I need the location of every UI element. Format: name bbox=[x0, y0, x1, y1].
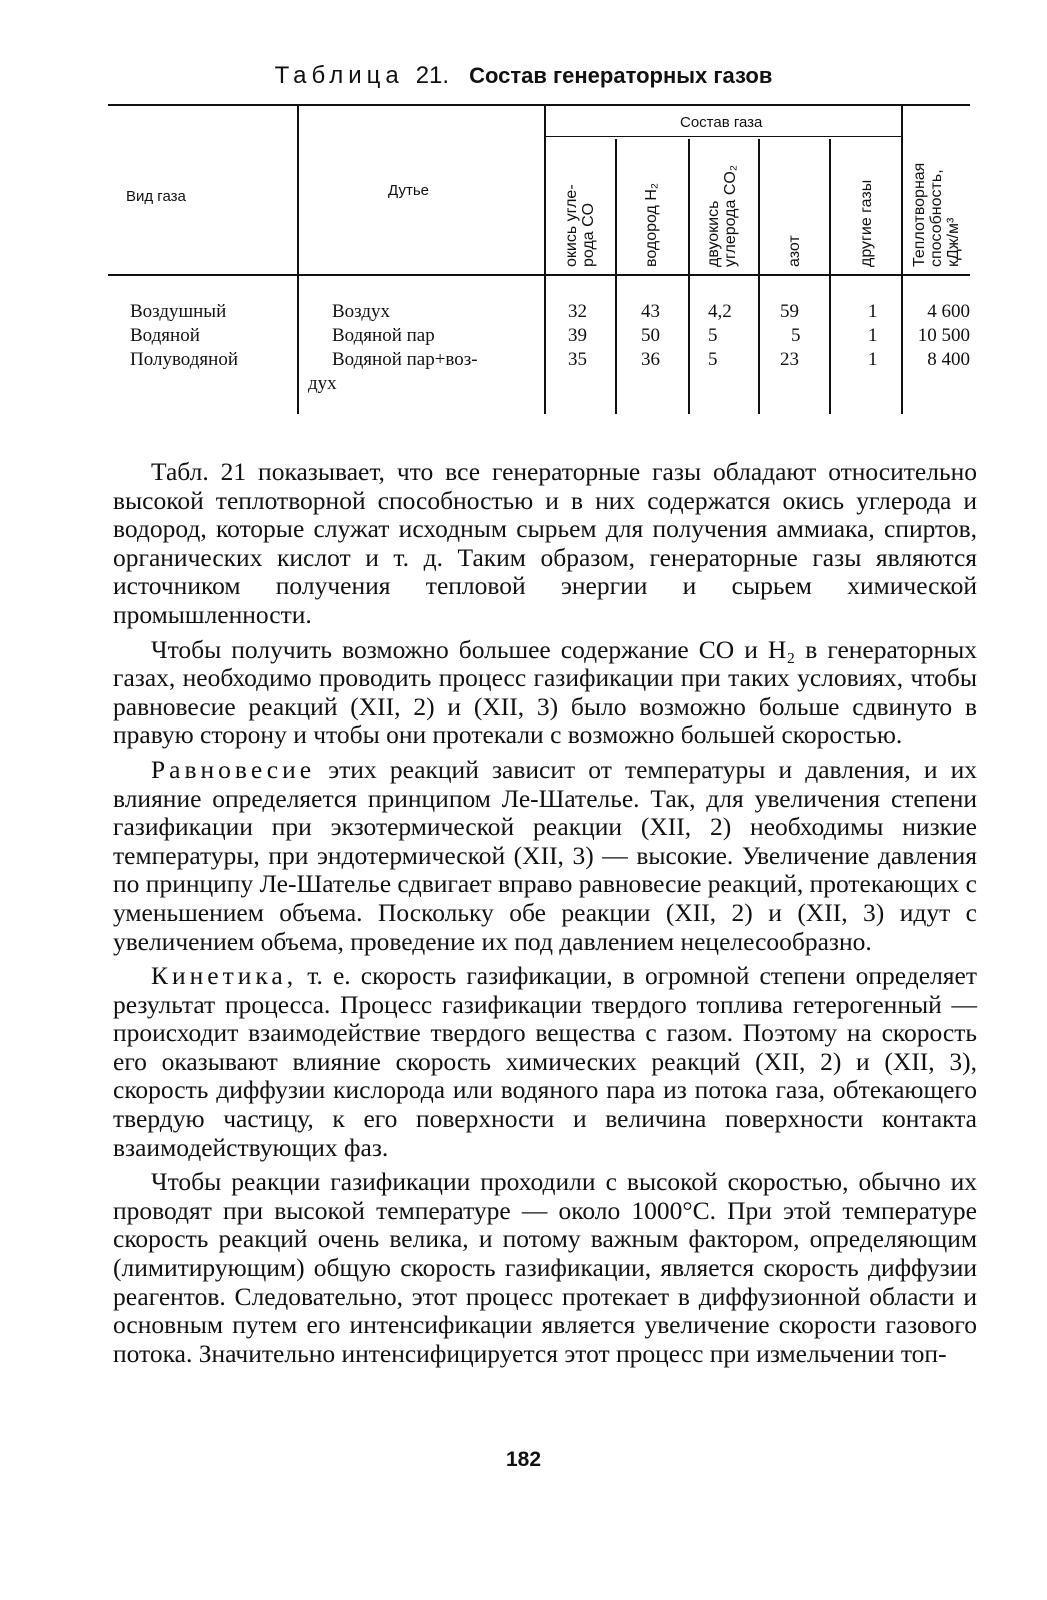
row3-blast-cont: дух bbox=[308, 373, 337, 394]
row2-h2: 50 bbox=[641, 325, 660, 346]
row2-blast: Водяной пар bbox=[332, 325, 435, 346]
header-blast: Дутье bbox=[388, 182, 430, 199]
paragraph-2: Чтобы получить возможно большее содержание CO и H₂ в генераторных газах, необходимо проводить процесс газификации при таких условиях, чтобы равновесие реакций (XII, 2) и (XII, 3) было возможно больше сдвинуто в правую сторону и чтобы они протекали с возможно большей скоростью. bbox=[113, 634, 977, 750]
row3-co: 35 bbox=[568, 349, 587, 370]
row1-h2: 43 bbox=[641, 301, 660, 322]
caption-title: Состав генераторных газов bbox=[469, 63, 773, 88]
table-caption bbox=[0, 62, 1047, 90]
row1-co: 32 bbox=[568, 301, 587, 322]
paragraph-4-body: т. е. скорость газификации, в огромной степени определяет результат процесса. Процесс газификации твердого топлива гетерогенный — происходит взаимодействие твердого вещества с газом. Поэтому на скорость его оказывают влияние скорость химических реакций (XII, 2) и (XII, 3), скорость диффузии кислорода или водяного пара из потока газа, обтекающего твердую частицу, к его поверхности и величина поверхности контакта взаимодействующих фаз. bbox=[113, 961, 977, 1162]
caption-number: 21. bbox=[415, 62, 450, 89]
gas-composition-table bbox=[108, 104, 970, 419]
row1-heat: 4 600 bbox=[927, 301, 970, 322]
paragraph-3-lead: Равновесие bbox=[151, 754, 316, 784]
row2-heat: 10 500 bbox=[917, 325, 970, 346]
col-divider-6 bbox=[829, 139, 831, 414]
row3-gas: Полуводяной bbox=[130, 349, 238, 370]
row3-other: 1 bbox=[868, 349, 878, 370]
body-text bbox=[113, 458, 977, 1374]
row3-h2: 36 bbox=[641, 349, 660, 370]
row3-heat: 8 400 bbox=[927, 349, 970, 370]
paragraph-1: Табл. 21 показывает, что все генераторные газы обладают относительно высокой теплотворной способностью и в них содержатся окись углерода и водород, которые служат исходным сырьем для получения аммиака, спиртов, органических кислот и т. д. Таким образом, генераторные газы являются источником получения тепловой энергии и сырьем химической промышленности. bbox=[113, 457, 977, 629]
row2-n2: 5 bbox=[791, 325, 801, 346]
header-heat-value: Теплотворная способность, кДж/м³ bbox=[911, 162, 962, 267]
paragraph-3 bbox=[113, 756, 977, 956]
header-co2: двуокись углерода CO₂ bbox=[705, 164, 739, 267]
table-top-rule bbox=[108, 104, 970, 106]
row1-co2: 4,2 bbox=[708, 301, 732, 322]
col-divider-7 bbox=[901, 106, 903, 414]
paragraph-5: Чтобы реакции газификации проходили с высокой скоростью, обычно их проводят при высокой температуре — около 1000°C. При этой температуре скорость реакций очень велика, и потому важным фактором, определяющим (лимитирующим) общую скорость газификации, является скорость диффузии реагентов. Следовательно, этот процесс протекает в диффузионной области и основным путем его интенсификации является увеличение скорости газового потока. Значительно интенсифицируется этот процесс при измельчении топ- bbox=[113, 1167, 977, 1368]
paragraph-3-body: этих реакций зависит от температуры и давления, и их влияние определяется принципом Ле-Шателье. Так, для увеличения степени газификации при экзотермической реакции (XII, 2) необходимы низкие температуры, при эндотермической (XII, 3) — высокие. Увеличение давления по принципу Ле-Шателье сдвигает вправо равновесие реакций, протекающих с уменьшением объема. Поскольку обе реакции (XII, 2) и (XII, 3) идут с увеличением объема, проведение их под давлением нецелесообразно. bbox=[113, 754, 977, 956]
header-other: другие газы bbox=[858, 179, 875, 267]
caption-label: Таблица bbox=[274, 62, 404, 89]
row2-co: 39 bbox=[568, 325, 587, 346]
header-gas-type: Вид газа bbox=[126, 188, 186, 205]
row3-co2: 5 bbox=[708, 349, 718, 370]
paragraph-4-lead: Кинетика, bbox=[151, 961, 298, 991]
row1-blast: Воздух bbox=[332, 301, 391, 322]
composition-underline bbox=[545, 136, 903, 137]
row2-other: 1 bbox=[868, 325, 878, 346]
row1-n2: 59 bbox=[780, 301, 799, 322]
row2-co2: 5 bbox=[708, 325, 718, 346]
header-n2: азот bbox=[786, 235, 803, 267]
row3-blast: Водяной пар+воз- bbox=[332, 349, 478, 370]
header-h2: водород H₂ bbox=[643, 182, 660, 267]
row1-gas: Воздушный bbox=[130, 301, 227, 322]
col-divider-5 bbox=[758, 139, 760, 414]
row3-n2: 23 bbox=[780, 349, 799, 370]
col-divider-2 bbox=[544, 106, 546, 414]
header-co: окись угле- рода CO bbox=[563, 184, 597, 267]
header-bottom-rule bbox=[108, 274, 970, 276]
page-number: 182 bbox=[505, 1448, 542, 1471]
header-composition: Состав газа bbox=[680, 114, 763, 131]
row1-other: 1 bbox=[868, 301, 878, 322]
row2-gas: Водяной bbox=[130, 325, 200, 346]
col-divider-1 bbox=[297, 106, 299, 414]
paragraph-4 bbox=[113, 962, 977, 1162]
col-divider-4 bbox=[688, 139, 690, 414]
col-divider-3 bbox=[615, 139, 617, 414]
